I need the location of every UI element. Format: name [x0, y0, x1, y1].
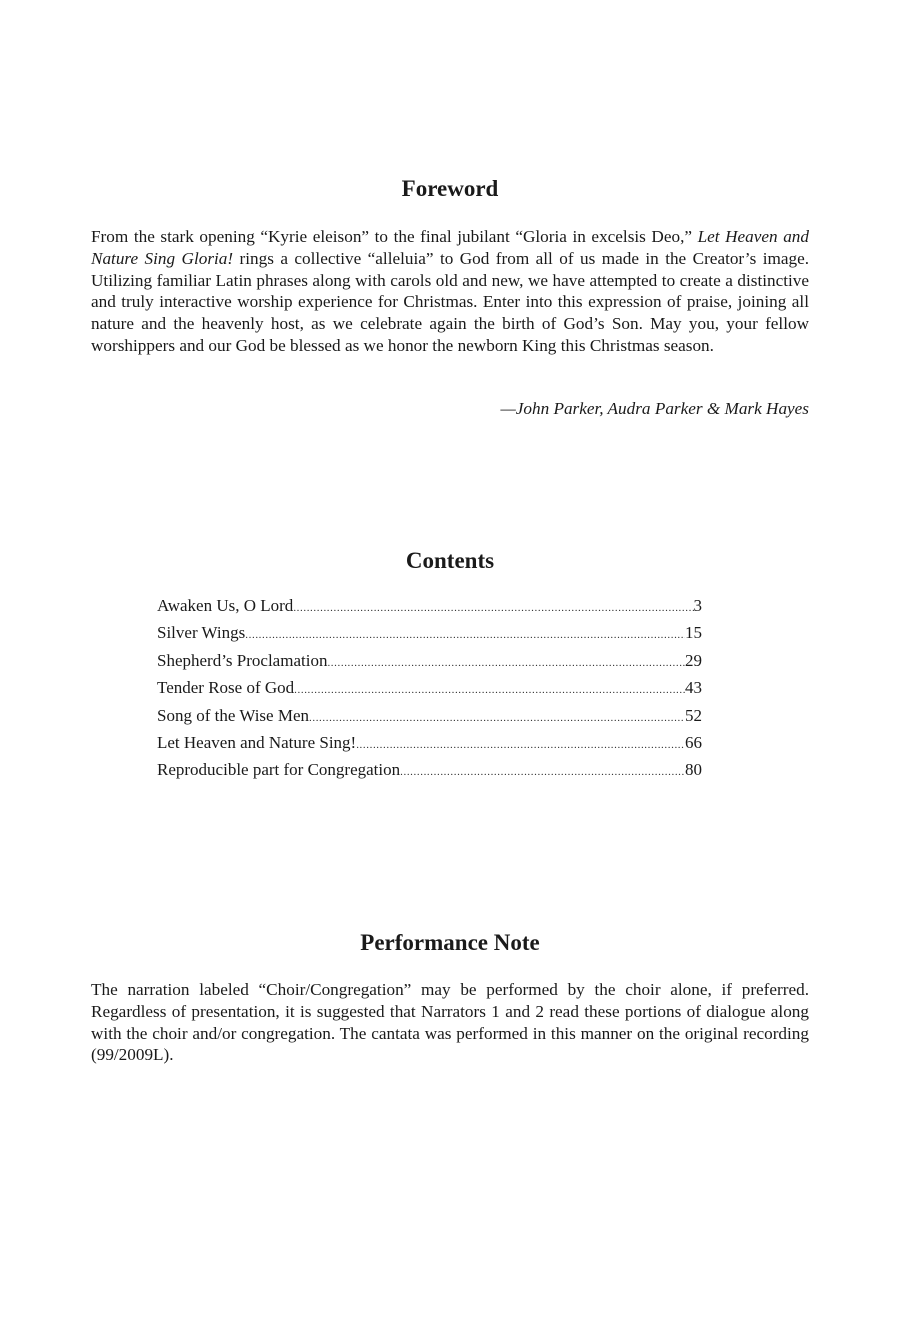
toc-item-title: Silver Wings	[157, 623, 246, 643]
performance-note-paragraph: The narration labeled “Choir/Congregation” may be performed by the choir alone, if preferred. Regardless of presentation, it is suggested that Narrators 1 and 2 read these portions of dialogue along with the choir and/or congregation. The cantata was performed in this manner on the original recording (99/2009L).	[91, 980, 809, 1065]
toc-item	[157, 706, 702, 733]
toc-item-title: Shepherd’s Proclamation	[157, 650, 328, 670]
toc-leader-dots	[245, 629, 685, 641]
toc-item	[157, 678, 702, 705]
toc-item-page: 29	[685, 650, 702, 670]
foreword-heading: Foreword	[401, 176, 499, 201]
toc-leader-dots	[327, 657, 685, 669]
toc-item-title: Let Heaven and Nature Sing!	[157, 732, 357, 752]
foreword-intro: From the stark opening “Kyrie eleison” to the final jubilant “Gloria in excelsis Deo,”	[91, 227, 698, 246]
toc-leader-dots	[293, 602, 693, 614]
toc-item-title: Awaken Us, O Lord	[157, 596, 294, 615]
toc-leader-dots	[309, 712, 685, 724]
contents-heading: Contents	[405, 548, 495, 573]
toc-item-title: Tender Rose of God	[157, 678, 295, 698]
foreword-paragraph	[91, 226, 809, 357]
toc-item-title: Song of the Wise Men	[157, 705, 309, 725]
toc-item-page: 15	[685, 623, 702, 643]
toc-leader-dots	[400, 766, 685, 778]
toc-leader-dots	[356, 739, 685, 751]
toc-item-title: Reproducible part for Congregation	[157, 760, 401, 780]
toc-item-page: 43	[685, 678, 702, 698]
performance-note-heading: Performance Note	[360, 930, 540, 955]
toc-item	[157, 760, 702, 787]
toc-item-page: 80	[685, 760, 702, 780]
table-of-contents	[157, 596, 702, 788]
toc-item-page: 66	[685, 732, 702, 752]
toc-item-page: 52	[685, 705, 702, 725]
foreword-title-italic: Let Heaven and Nature Sing Gloria!	[91, 227, 809, 268]
foreword-signature: —John Parker, Audra Parker & Mark Hayes	[500, 399, 809, 418]
foreword-body: rings a collective “alleluia” to God from all of us made in the Creator’s image. Utilizing familiar Latin phrases along with carols old and new, we have attempted to create a distinctive and truly interactive worship experience for Christmas. Enter into this expression of praise, joining all nature and the heavenly host, as we celebrate again the birth of God’s Son. May you, your fellow worshippers and our God be blessed as we honor the newborn King this Christmas season.	[91, 248, 809, 355]
toc-item-page: 3	[693, 596, 702, 615]
toc-item	[157, 623, 702, 650]
toc-item	[157, 596, 702, 623]
toc-item	[157, 651, 702, 678]
toc-leader-dots	[294, 684, 685, 696]
toc-item	[157, 733, 702, 760]
